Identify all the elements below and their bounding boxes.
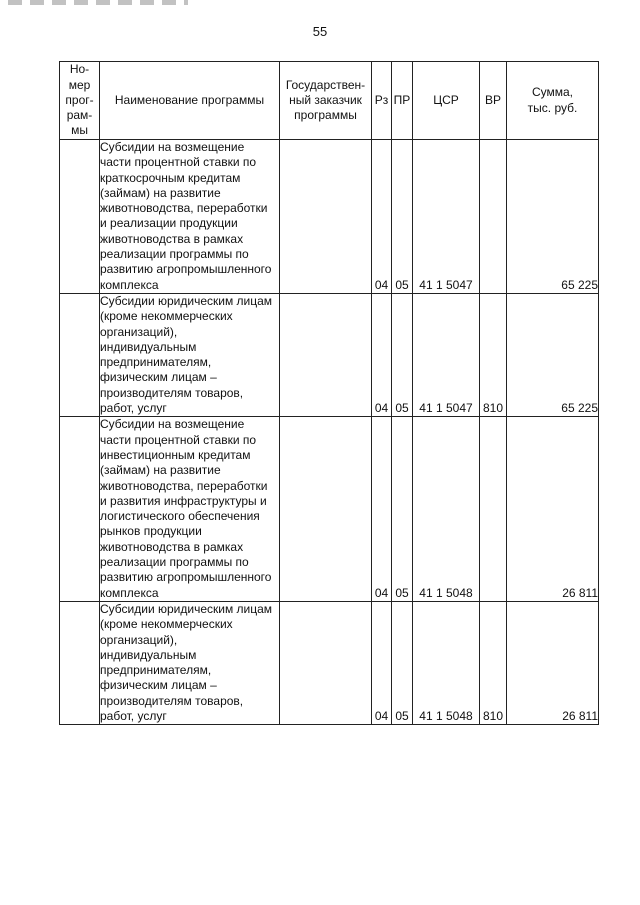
cell-customer: [280, 140, 372, 294]
cell-rz: 04: [372, 140, 392, 294]
cell-customer: [280, 293, 372, 416]
table-row: [60, 293, 599, 416]
cell-customer: [280, 417, 372, 602]
cell-csr: 41 1 5048: [413, 601, 480, 724]
cell-rz: 04: [372, 417, 392, 602]
page-number: 55: [312, 24, 328, 39]
cell-vr: 810: [480, 293, 507, 416]
cell-vr: [480, 417, 507, 602]
cell-number: [60, 293, 100, 416]
cell-number: [60, 601, 100, 724]
cell-pr: 05: [392, 417, 413, 602]
budget-table: [59, 61, 599, 725]
header-number: Но- мер прог- рам- мы: [60, 62, 100, 140]
cell-program-name: Субсидии юридическим лицам (кроме некоммерческих организаций), индивидуальным предпринимателям, физическим лицам – производителям товаров, работ, услуг: [100, 293, 280, 416]
header-csr: ЦСР: [413, 62, 480, 140]
cell-sum: 26 811: [507, 601, 599, 724]
cell-sum: 26 811: [507, 417, 599, 602]
header-pr: ПР: [392, 62, 413, 140]
table-row: [60, 140, 599, 294]
cell-sum: 65 225: [507, 140, 599, 294]
cell-number: [60, 417, 100, 602]
cell-number: [60, 140, 100, 294]
table-header-row: [60, 62, 599, 140]
cell-vr: 810: [480, 601, 507, 724]
cell-vr: [480, 140, 507, 294]
cell-program-name: Субсидии на возмещение части процентной ставки по инвестиционным кредитам (займам) на развитие животноводства, переработки и развития инфраструктуры и логистического обеспечения рынков продукции животноводства в рамках реализации программы по развитию агропромышленного комплекса: [100, 417, 280, 602]
table-row: [60, 601, 599, 724]
cell-csr: 41 1 5047: [413, 140, 480, 294]
cell-rz: 04: [372, 601, 392, 724]
cell-program-name: Субсидии юридическим лицам (кроме некоммерческих организаций), индивидуальным предпринимателям, физическим лицам – производителям товаров, работ, услуг: [100, 601, 280, 724]
cell-sum: 65 225: [507, 293, 599, 416]
cell-pr: 05: [392, 140, 413, 294]
header-sum: Сумма, тыс. руб.: [507, 62, 599, 140]
cell-pr: 05: [392, 293, 413, 416]
table-row: [60, 417, 599, 602]
header-customer: Государствен- ный заказчик программы: [280, 62, 372, 140]
scan-artifact: [8, 0, 188, 5]
cell-csr: 41 1 5048: [413, 417, 480, 602]
cell-csr: 41 1 5047: [413, 293, 480, 416]
cell-customer: [280, 601, 372, 724]
header-rz: Рз: [372, 62, 392, 140]
cell-rz: 04: [372, 293, 392, 416]
header-vr: ВР: [480, 62, 507, 140]
cell-program-name: Субсидии на возмещение части процентной ставки по краткосрочным кредитам (займам) на развитие животноводства, переработки и реализации продукции животноводства в рамках реализации программы по развитию агропромышленного комплекса: [100, 140, 280, 294]
header-name: Наименование программы: [100, 62, 280, 140]
cell-pr: 05: [392, 601, 413, 724]
